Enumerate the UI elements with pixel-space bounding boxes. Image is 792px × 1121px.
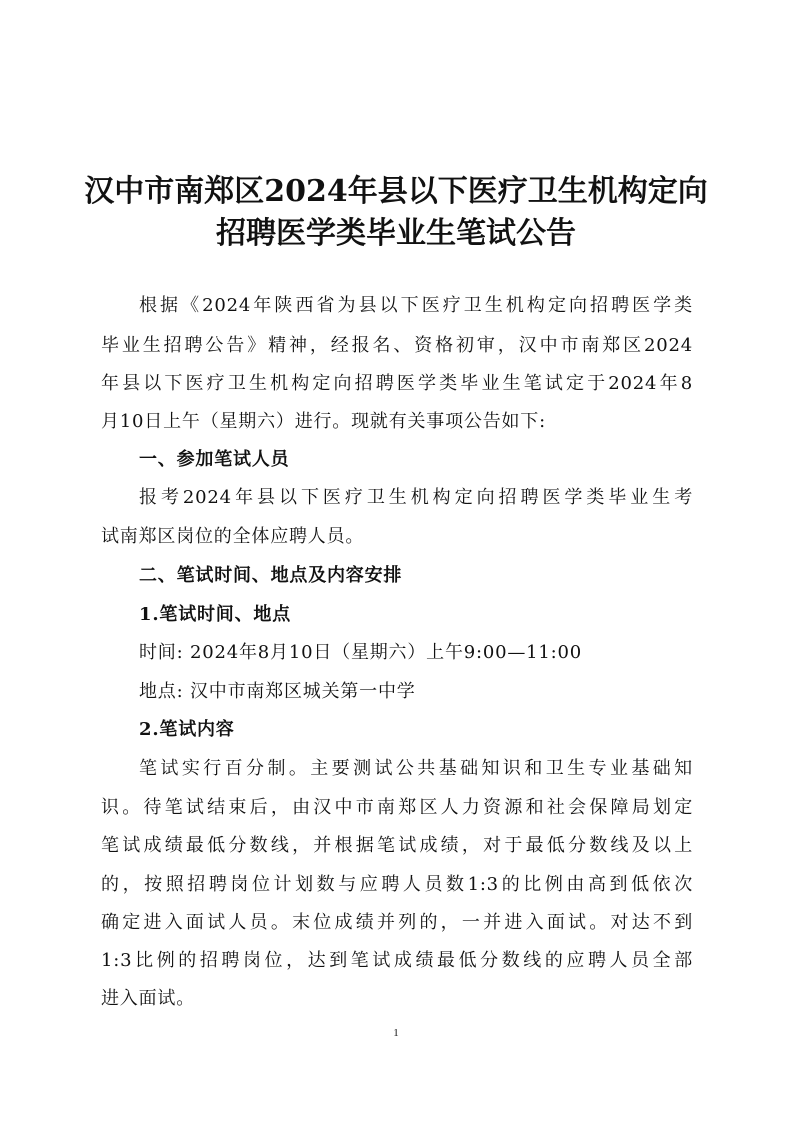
content-line-3: 笔试成绩最低分数线，并根据笔试成绩，对于最低分数线及以上	[101, 835, 693, 856]
section-2-heading: 二、笔试时间、地点及内容安排	[139, 565, 403, 586]
intro-line-4: 月10日上午（星期六）进行。现就有关事项公告如下:	[101, 411, 546, 432]
document-title-line-2: 招聘医学类毕业生笔试公告	[216, 216, 576, 251]
content-line-5: 确定进入面试人员。末位成绩并列的，一并进入面试。对达不到	[101, 912, 693, 933]
content-line-6: 1:3比例的招聘岗位，达到笔试成绩最低分数线的应聘人员全部	[101, 950, 693, 971]
page-number: 1	[393, 1027, 399, 1039]
section-1-heading: 一、参加笔试人员	[139, 449, 290, 470]
exam-time: 时间: 2024年8月10日（星期六）上午9:00—11:00	[139, 642, 583, 663]
section-2-sub-2-heading: 2.笔试内容	[139, 719, 235, 740]
intro-line-2: 毕业生招聘公告》精神，经报名、资格初审，汉中市南郑区2024	[101, 335, 693, 356]
intro-line-3: 年县以下医疗卫生机构定向招聘医学类毕业生笔试定于2024年8	[101, 373, 693, 394]
section-1-body-line-1: 报考2024年县以下医疗卫生机构定向招聘医学类毕业生考	[139, 487, 693, 508]
document-title-line-1: 汉中市南郑区2024年县以下医疗卫生机构定向	[84, 174, 708, 209]
content-line-4: 的，按照招聘岗位计划数与应聘人员数1:3的比例由高到低依次	[101, 874, 693, 895]
content-line-7: 进入面试。	[101, 988, 195, 1009]
section-1-body-line-2: 试南郑区岗位的全体应聘人员。	[101, 526, 365, 547]
content-line-2: 识。待笔试结束后，由汉中市南郑区人力资源和社会保障局划定	[101, 797, 693, 818]
section-2-sub-1-heading: 1.笔试时间、地点	[139, 604, 291, 625]
exam-place: 地点: 汉中市南郑区城关第一中学	[139, 681, 416, 702]
intro-line-1: 根据《2024年陕西省为县以下医疗卫生机构定向招聘医学类	[139, 295, 693, 316]
content-line-1: 笔试实行百分制。主要测试公共基础知识和卫生专业基础知	[139, 758, 693, 779]
